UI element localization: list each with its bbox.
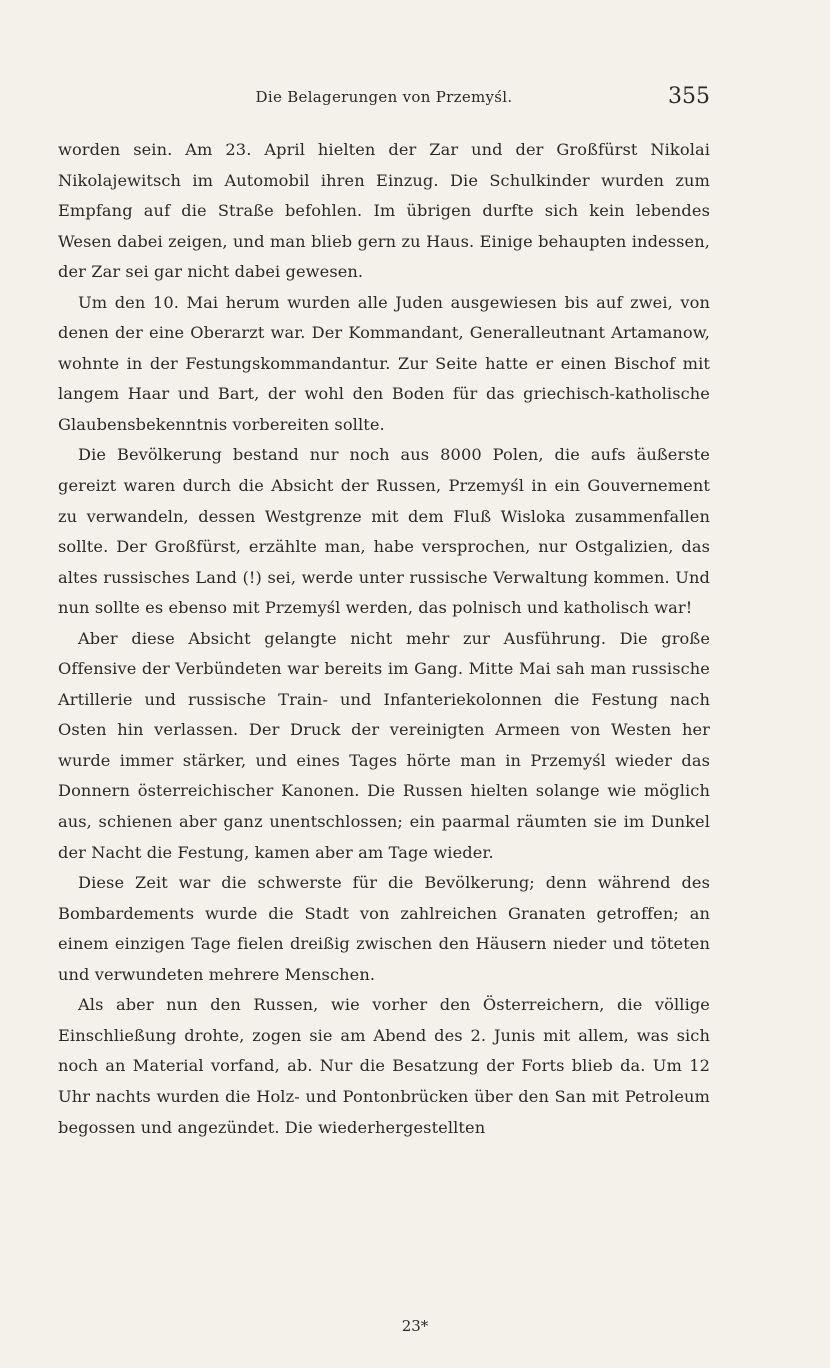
paragraph: worden sein. Am 23. April hielten der Zar und der Großfürst Nikolai Nikolajewitsch im Automobil ihren Einzug. Die Schulkinder wurden zum Empfang auf die Straße befohlen. Im übrigen durfte sich kein lebendes Wesen dabei zeigen, und man blieb gern zu Haus. Einige behaupten indessen, der Zar sei gar nicht dabei gewesen.: [58, 140, 710, 282]
paragraph: Aber diese Absicht gelangte nicht mehr zur Ausführung. Die große Offensive der Verbündeten war bereits im Gang. Mitte Mai sah man russische Artillerie und russische Train- und Infanteriekolonnen die Festung nach Osten hin verlassen. Der Druck der vereinigten Armeen von Westen her wurde immer stärker, und eines Tages hörte man in Przemyśl wieder das Donnern österreichischer Kanonen. Die Russen hielten solange wie möglich aus, schienen aber ganz unentschlossen; ein paarmal räumten sie im Dunkel der Nacht die Festung, kamen aber am Tage wieder.: [58, 628, 710, 862]
paragraph: Als aber nun den Russen, wie vorher den Österreichern, die völlige Einschließung drohte, zogen sie am Abend des 2. Junis mit allem, was sich noch an Material vorfand, ab. Nur die Besatzung der Forts blieb da. Um 12 Uhr nachts wurden die Holz- und Pontonbrücken über den San mit Petroleum begossen und angezündet. Die wiederhergestellten: [58, 995, 710, 1137]
body-text: [58, 135, 710, 1143]
paragraph: Diese Zeit war die schwerste für die Bevölkerung; denn während des Bombardements wurde die Stadt von zahlreichen Granaten getroffen; an einem einzigen Tage fielen dreißig zwischen den Häusern nieder und töteten und verwundeten mehrere Menschen.: [58, 873, 710, 984]
paragraph: Um den 10. Mai herum wurden alle Juden ausgewiesen bis auf zwei, von denen der eine Oberarzt war. Der Kommandant, Generalleutnant Artamanow, wohnte in der Festungskommandantur. Zur Seite hatte er einen Bischof mit langem Haar und Bart, der wohl den Boden für das griechisch-katholische Glaubensbekenntnis vorbereiten sollte.: [58, 292, 710, 434]
page-number: 355: [668, 84, 710, 109]
paragraph: Die Bevölkerung bestand nur noch aus 8000 Polen, die aufs äußerste gereizt waren durch die Absicht der Russen, Przemyśl in ein Gouvernement zu verwandeln, dessen Westgrenze mit dem Fluß Wisloka zusammenfallen sollte. Der Großfürst, erzählte man, habe versprochen, nur Ostgalizien, das altes russisches Land (!) sei, werde unter russische Verwaltung kommen. Und nun sollte es ebenso mit Przemyśl werden, das polnisch und katholisch war!: [58, 445, 710, 618]
running-title: Die Belagerungen von Przemyśl.: [255, 88, 513, 106]
signature-mark: 23*: [401, 1317, 429, 1335]
page-header: [58, 84, 710, 118]
